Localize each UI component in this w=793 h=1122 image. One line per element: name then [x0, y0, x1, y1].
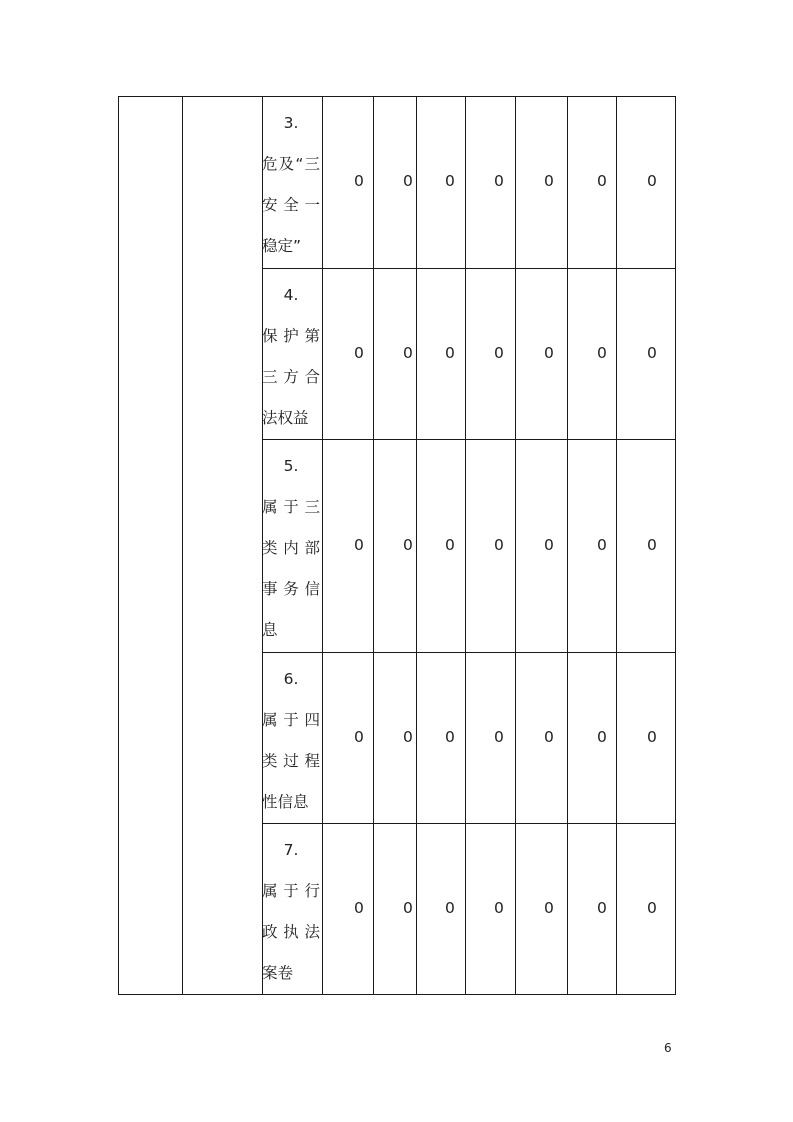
table-cell-value: 0 [647, 898, 657, 917]
table-cell-value: 0 [445, 727, 455, 746]
table-cell-value: 0 [494, 727, 504, 746]
table-cell-value: 0 [597, 535, 607, 554]
table-cell-value: 0 [494, 535, 504, 554]
table-row-label [262, 113, 320, 277]
row-label-line: 属于行 [262, 882, 320, 900]
table-cell-value: 0 [544, 727, 554, 746]
table-outer-border [118, 96, 676, 97]
table-cell-value: 0 [354, 172, 364, 190]
table-cell-value: 0 [544, 172, 554, 190]
table-column-border [465, 96, 466, 995]
table-cell-value: 0 [445, 172, 455, 190]
table-column-border [567, 96, 568, 995]
table-column-border [373, 96, 374, 995]
table-row-label [262, 669, 320, 833]
table-cell-value: 0 [445, 898, 455, 917]
table-outer-border [118, 994, 676, 995]
table-column-border [182, 96, 183, 995]
table-cell-value: 0 [403, 535, 413, 554]
table-cell-value: 0 [494, 898, 504, 917]
table-cell-value: 0 [354, 535, 364, 554]
row-label-line: 三方合 [262, 368, 320, 386]
row-label-line: 保护第 [262, 327, 320, 345]
table-column-border [118, 96, 119, 995]
table-cell-value: 0 [647, 535, 657, 554]
table-cell-value: 0 [597, 172, 607, 190]
row-label-line: 属于四 [262, 711, 320, 729]
table-cell-value: 0 [647, 343, 657, 362]
row-label-line: 事务信 [262, 580, 320, 598]
row-label-line: 稳定” [262, 237, 302, 255]
table-cell-value: 0 [403, 898, 413, 917]
table-cell-value: 0 [597, 898, 607, 917]
table-cell-value: 0 [597, 727, 607, 746]
row-label-line: 法权益 [262, 409, 309, 427]
row-label-line: 类内部 [262, 539, 320, 557]
table-cell-value: 0 [445, 535, 455, 554]
row-label-line: 政执法 [262, 923, 320, 941]
table-cell-value: 0 [494, 172, 504, 190]
row-label-line: 性信息 [262, 793, 309, 811]
row-label-line: 案卷 [262, 964, 294, 982]
table-column-border [515, 96, 516, 995]
row-label-line: 危及“三 [262, 155, 320, 173]
row-number: 6. [283, 670, 299, 688]
table-cell-value: 0 [494, 343, 504, 362]
row-number: 7. [283, 841, 299, 859]
table-cell-value: 0 [597, 343, 607, 362]
row-number: 5. [283, 457, 299, 475]
table-cell-value: 0 [354, 727, 364, 746]
table-row-border [262, 268, 676, 269]
row-label-line: 类过程 [262, 752, 320, 770]
page-number: 6 [664, 1041, 672, 1055]
row-number: 3. [283, 114, 299, 132]
table-row-border [262, 439, 676, 440]
row-label-line: 安全一 [262, 196, 320, 214]
table-cell-value: 0 [403, 727, 413, 746]
table-row-label [262, 456, 320, 661]
table-column-border [416, 96, 417, 995]
table-cell-value: 0 [403, 343, 413, 362]
table-cell-value: 0 [354, 898, 364, 917]
table-column-border [675, 96, 676, 995]
table-row-label [262, 840, 320, 1004]
table-cell-value: 0 [544, 898, 554, 917]
table-row-border [262, 652, 676, 653]
row-label-line: 属于三 [262, 498, 320, 516]
table-cell-value: 0 [544, 343, 554, 362]
table-cell-value: 0 [354, 343, 364, 362]
table-cell-value: 0 [647, 727, 657, 746]
table-row-label [262, 285, 320, 449]
table-cell-value: 0 [544, 535, 554, 554]
table-cell-value: 0 [445, 343, 455, 362]
table-row-border [262, 823, 676, 824]
row-label-line: 息 [262, 621, 278, 639]
table-cell-value: 0 [647, 172, 657, 190]
disclosure-stats-table [118, 96, 676, 995]
row-number: 4. [283, 286, 299, 304]
table-column-border [616, 96, 617, 995]
table-column-border [322, 96, 323, 995]
table-cell-value: 0 [403, 172, 413, 190]
